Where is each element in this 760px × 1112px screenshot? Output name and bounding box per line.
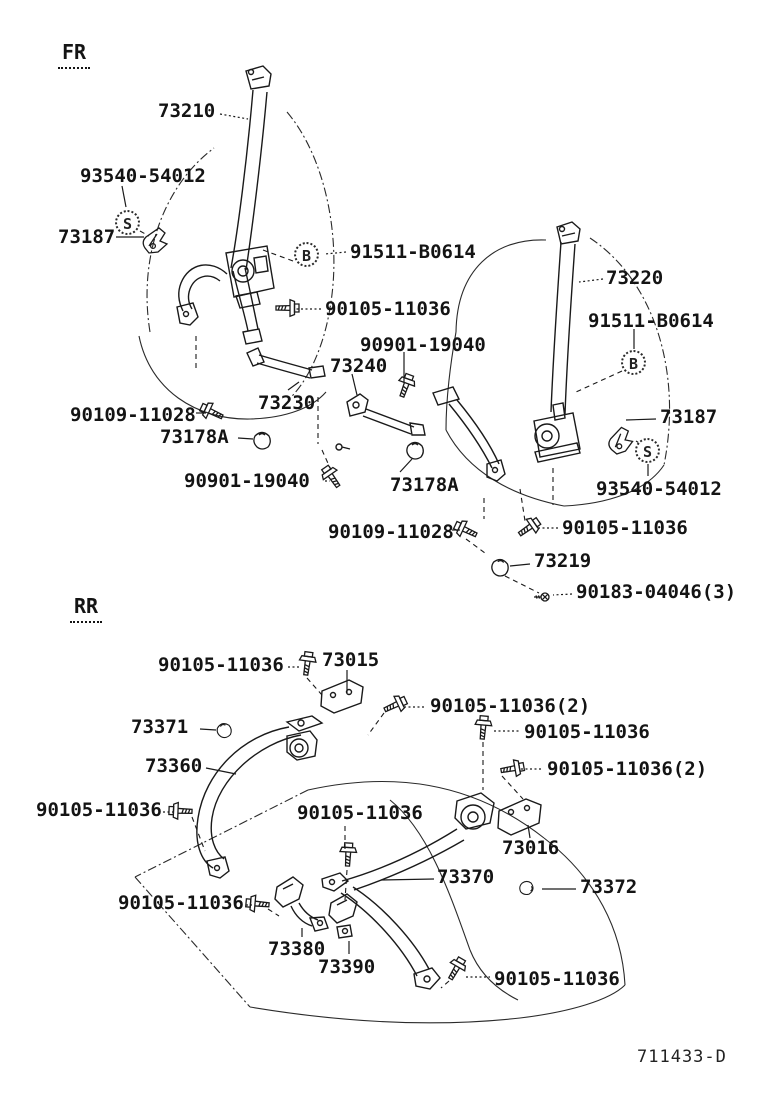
bolt-icon xyxy=(318,463,345,491)
bolt-icon xyxy=(245,895,269,914)
bolt-icon xyxy=(298,651,318,676)
anchor-plate-73187-right xyxy=(606,426,634,455)
part-label-73371: 73371 xyxy=(131,716,189,738)
screw-icon xyxy=(534,593,549,601)
anchor-plate-73187-left xyxy=(143,228,167,253)
section-label-rr: RR xyxy=(70,594,102,623)
part-label-90105-11036: 90105-11036(2) xyxy=(430,695,591,717)
part-label-90105-11036: 90105-11036(2) xyxy=(547,758,708,780)
part-label-73219: 73219 xyxy=(534,550,592,572)
bolt-icon xyxy=(339,843,357,867)
part-label-73360: 73360 xyxy=(145,755,203,777)
part-label-73370: 73370 xyxy=(437,866,495,888)
bolt-icon xyxy=(474,715,493,739)
part-label-90109-11028: 90109-11028 xyxy=(70,404,196,426)
part-label-91511-b0614: 91511-B0614 xyxy=(588,310,714,332)
part-label-73380: 73380 xyxy=(268,938,326,960)
part-label-73187: 73187 xyxy=(660,406,718,428)
part-label-73187: 73187 xyxy=(58,226,116,248)
part-label-90105-11036: 90105-11036 xyxy=(36,799,162,821)
bolt-icon xyxy=(276,300,299,317)
part-label-73230: 73230 xyxy=(258,392,316,414)
clip-73371 xyxy=(216,722,233,739)
part-label-73178a: 73178A xyxy=(390,474,459,496)
rear-left-seatbelt-drawing xyxy=(197,680,363,878)
part-label-73240: 73240 xyxy=(330,355,388,377)
part-label-73178a: 73178A xyxy=(160,426,229,448)
bolt-icon xyxy=(443,955,469,983)
part-label-73016: 73016 xyxy=(502,837,560,859)
figure-code: 711433-D xyxy=(637,1047,727,1067)
part-label-73220: 73220 xyxy=(606,267,664,289)
bolt-icon xyxy=(394,372,417,399)
clip-73219 xyxy=(491,558,510,577)
part-label-73210: 73210 xyxy=(158,100,216,122)
part-label-90105-11036: 90105-11036 xyxy=(158,654,284,676)
circled-b-symbol: B xyxy=(621,350,646,375)
part-label-90901-19040: 90901-19040 xyxy=(184,470,310,492)
bolt-icon xyxy=(169,802,193,819)
part-label-90105-11036: 90105-11036 xyxy=(494,968,620,990)
part-label-90901-19040: 90901-19040 xyxy=(360,334,486,356)
bolt-icon xyxy=(381,693,409,718)
cover-73178a-left xyxy=(254,433,270,450)
cover-73178a-right xyxy=(407,443,423,460)
part-label-90105-11036: 90105-11036 xyxy=(118,892,244,914)
bolt-icon xyxy=(198,400,226,425)
part-label-93540-54012: 93540-54012 xyxy=(596,478,722,500)
part-label-73015: 73015 xyxy=(322,649,380,671)
circled-s-symbol: S xyxy=(635,438,660,463)
part-label-73390: 73390 xyxy=(318,956,376,978)
part-label-90105-11036: 90105-11036 xyxy=(325,298,451,320)
section-label-fr: FR xyxy=(58,40,90,69)
part-label-93540-54012: 93540-54012 xyxy=(80,165,206,187)
part-label-90105-11036: 90105-11036 xyxy=(524,721,650,743)
part-label-90105-11036: 90105-11036 xyxy=(297,802,423,824)
part-label-90183-04046: 90183-04046(3) xyxy=(576,581,737,603)
part-label-90109-11028: 90109-11028 xyxy=(328,521,454,543)
circled-b-symbol: B xyxy=(294,242,319,267)
rear-center-buckles-drawing xyxy=(275,877,357,938)
lap-belt-73240-drawing xyxy=(336,394,425,450)
part-label-91511-b0614: 91511-B0614 xyxy=(350,241,476,263)
circled-s-symbol: S xyxy=(115,210,140,235)
part-label-90105-11036: 90105-11036 xyxy=(562,517,688,539)
part-label-73372: 73372 xyxy=(580,876,638,898)
clip-73372 xyxy=(519,880,534,895)
